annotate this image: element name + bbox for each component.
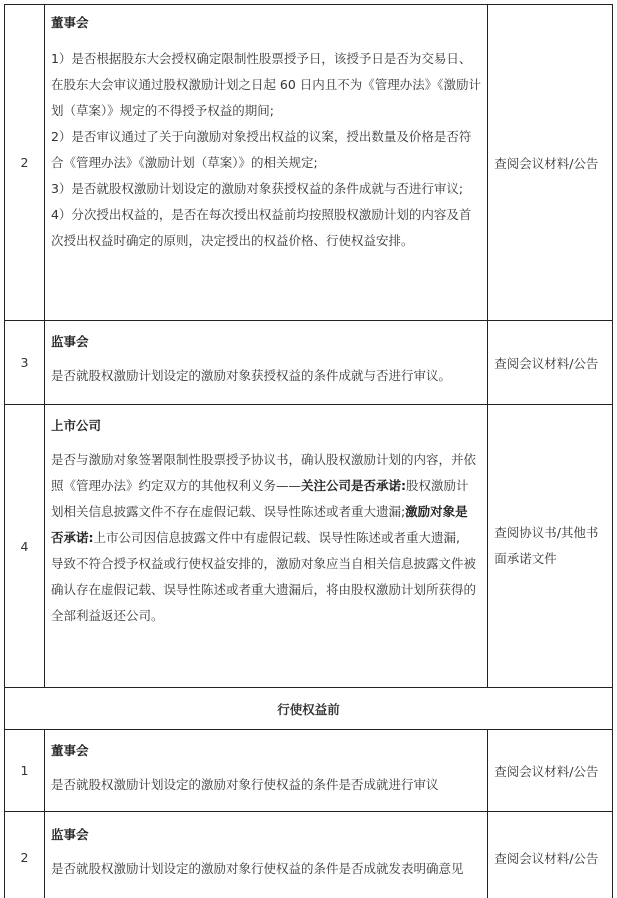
- line: 合《管理办法》《激励计划（草案）》的相关规定;: [50, 155, 318, 170]
- verification-method: [488, 405, 613, 687]
- bold-text: 关注公司是否承诺:: [300, 478, 406, 493]
- row-number: 4: [5, 405, 45, 687]
- line: 确认存在虚假记载、误导性陈述或者重大遗漏后，将由股权激励计划所获得的: [50, 582, 476, 597]
- row-content: [45, 730, 488, 811]
- line: [51, 499, 481, 525]
- text-span: 上市公司因信息披露文件中有虚假记载、误导性陈述或者重大遗漏,: [93, 530, 460, 545]
- section-row: [5, 688, 613, 730]
- line: [51, 525, 481, 551]
- line: 导致不符合授予权益或行使权益安排的，激励对象应当自相关信息披露文件被: [50, 556, 476, 571]
- subject-heading: 董事会: [50, 743, 89, 758]
- line: 3）是否就股权激励计划设定的激励对象获授权益的条件成就与否进行审议;: [50, 181, 464, 196]
- method-line: 面承诺文件: [494, 551, 557, 566]
- row-content: [45, 321, 488, 404]
- bold-text: 激励对象是: [405, 504, 468, 519]
- line: 是否就股权激励计划设定的激励对象行使权益的条件是否成就进行审议: [50, 777, 439, 792]
- table-row: [5, 730, 613, 812]
- verification-method: 查阅会议材料/公告: [488, 730, 613, 811]
- line: 4）分次授出权益的，是否在每次授出权益前均按照股权激励计划的内容及首: [50, 207, 472, 222]
- line: [51, 473, 481, 499]
- row-content: [45, 405, 488, 687]
- line: 次授出权益时确定的原则，决定授出的权益价格、行使权益安排。: [50, 233, 414, 248]
- table-row: [5, 812, 613, 898]
- subject-heading: 上市公司: [50, 418, 101, 433]
- line: 2）是否审议通过了关于向激励对象授出权益的议案，授出数量及价格是否符: [50, 129, 472, 144]
- line: 在股东大会审议通过股权激励计划之日起 60 日内且不为《管理办法》《激励计: [50, 77, 482, 92]
- table-row: [5, 5, 613, 321]
- review-table: [4, 4, 613, 898]
- line: 是否就股权激励计划设定的激励对象行使权益的条件是否成就发表明确意见: [50, 861, 464, 876]
- verification-method: 查阅会议材料/公告: [488, 5, 613, 320]
- subject-heading: 监事会: [50, 334, 89, 349]
- section-heading: 行使权益前: [5, 688, 613, 729]
- text-span: 股权激励计: [405, 478, 469, 493]
- verification-method: 查阅会议材料/公告: [488, 812, 613, 898]
- line: 全部利益返还公司。: [50, 608, 164, 623]
- subject-heading: 监事会: [50, 827, 89, 842]
- row-number: 2: [5, 812, 45, 898]
- method-line: 查阅协议书/其他书: [494, 525, 599, 540]
- bold-text: 否承诺:: [50, 530, 94, 545]
- text-span: 划相关信息披露文件不存在虚假记载、误导性陈述或者重大遗漏;: [50, 504, 406, 519]
- row-number: 3: [5, 321, 45, 404]
- row-number: 1: [5, 730, 45, 811]
- line: 是否就股权激励计划设定的激励对象获授权益的条件成就与否进行审议。: [50, 368, 451, 383]
- line: 划（草案）》规定的不得授予权益的期间;: [50, 103, 274, 118]
- row-number: 2: [5, 5, 45, 320]
- verification-method: 查阅会议材料/公告: [488, 321, 613, 404]
- row-content: [45, 5, 488, 320]
- line: 1）是否根据股东大会授权确定限制性股票授予日，该授予日是否为交易日、: [50, 51, 472, 66]
- row-content: [45, 812, 488, 898]
- table-row: [5, 405, 613, 688]
- text-span: 照《管理办法》约定双方的其他权利义务——: [50, 478, 301, 493]
- table-row: [5, 321, 613, 405]
- line: 是否与激励对象签署限制性股票授予协议书，确认股权激励计划的内容，并依: [50, 452, 476, 467]
- subject-heading: 董事会: [50, 15, 89, 30]
